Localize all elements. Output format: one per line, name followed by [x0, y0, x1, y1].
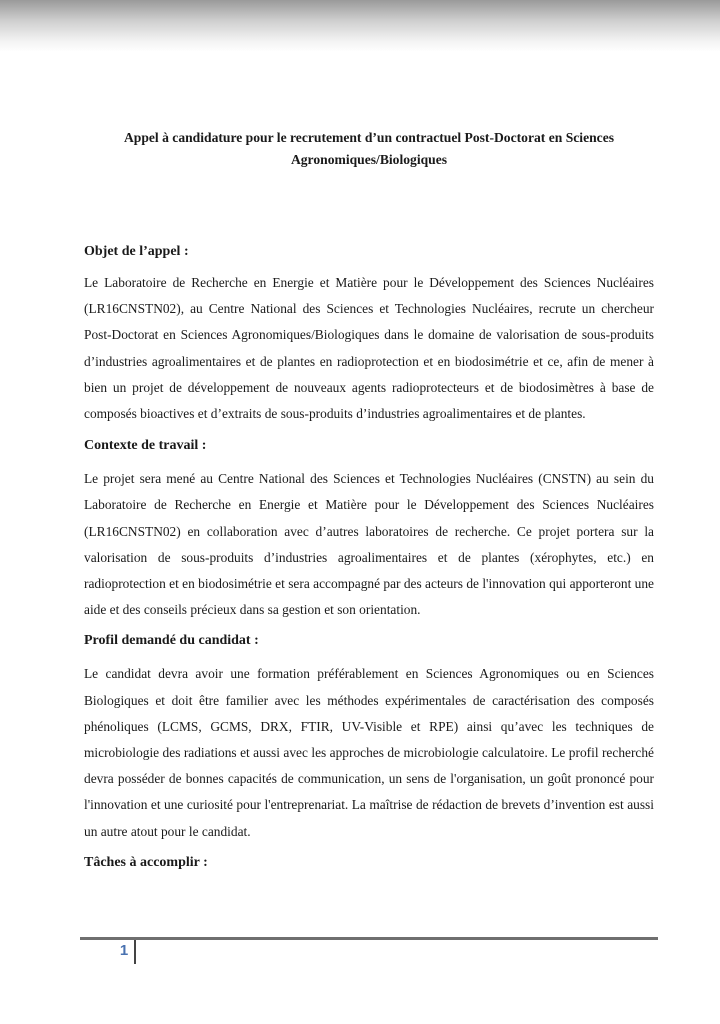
- page-number: 1: [119, 942, 129, 959]
- section-body-objet: Le Laboratoire de Recherche en Energie et Matière pour le Développement des Sciences Nucléaires (LR16CNSTN02), au Centre National des Sciences et Technologies Nucléaires, recrute un chercheur Post-Doctorat en Sciences Agronomiques/Biologiques dans le domaine de valorisation de sous-produits d’industries agroalimentaires et de plantes en radioprotection et en biodosimétrie et ce, afin de mener à bien un projet de développement de nouveaux agents radioprotecteurs et de biodosimètres à base de composés bioactives et d’extraits de sous-produits d’industries agroalimentaires et de plantes.: [84, 275, 654, 422]
- section-heading-taches: Tâches à accomplir :: [84, 854, 208, 870]
- section-body-profil: Le candidat devra avoir une formation préférablement en Sciences Agronomiques ou en Sciences Biologiques et doit être familier avec les méthodes expérimentales de caractérisation des composés phénoliques (LCMS, GCMS, DRX, FTIR, UV-Visible et RPE) ainsi qu’avec les techniques de microbiologie des radiations et aussi avec les approches de microbiologie calculatoire. Le profil recherché devra posséder de bonnes capacités de communication, un sens de l'organisation, un goût prononcé pour l'innovation et une curiosité pour l'entreprenariat. La maîtrise de rédaction de brevets d’invention est aussi un autre atout pour le candidat.: [84, 666, 654, 839]
- section-body-contexte: Le projet sera mené au Centre National des Sciences et Technologies Nucléaires (CNSTN) au sein du Laboratoire de Recherche en Energie et Matière pour le Développement des Sciences Nucléaires (LR16CNSTN02) en collaboration avec d’autres laboratoires de recherche. Ce projet portera sur la valorisation de sous-produits d’industries agroalimentaires et de plantes (xérophytes, etc.) en radioprotection et en biodosimétrie et sera accompagné par des acteurs de l'innovation qui apporteront une aide et des conseils précieux dans sa gestion et son orientation.: [84, 471, 654, 618]
- section-heading-objet: Objet de l’appel :: [84, 244, 189, 259]
- section-heading-contexte: Contexte de travail :: [84, 438, 207, 454]
- footer-divider: [80, 937, 658, 940]
- scan-top-shadow: [0, 0, 720, 52]
- document-page: [84, 127, 654, 873]
- page-number-separator: [134, 940, 136, 964]
- document-title: Appel à candidature pour le recrutement d’un contractuel Post-Doctorat en Sciences Agronomiques/Biologiques: [123, 130, 615, 167]
- section-heading-profil: Profil demandé du candidat :: [84, 633, 259, 649]
